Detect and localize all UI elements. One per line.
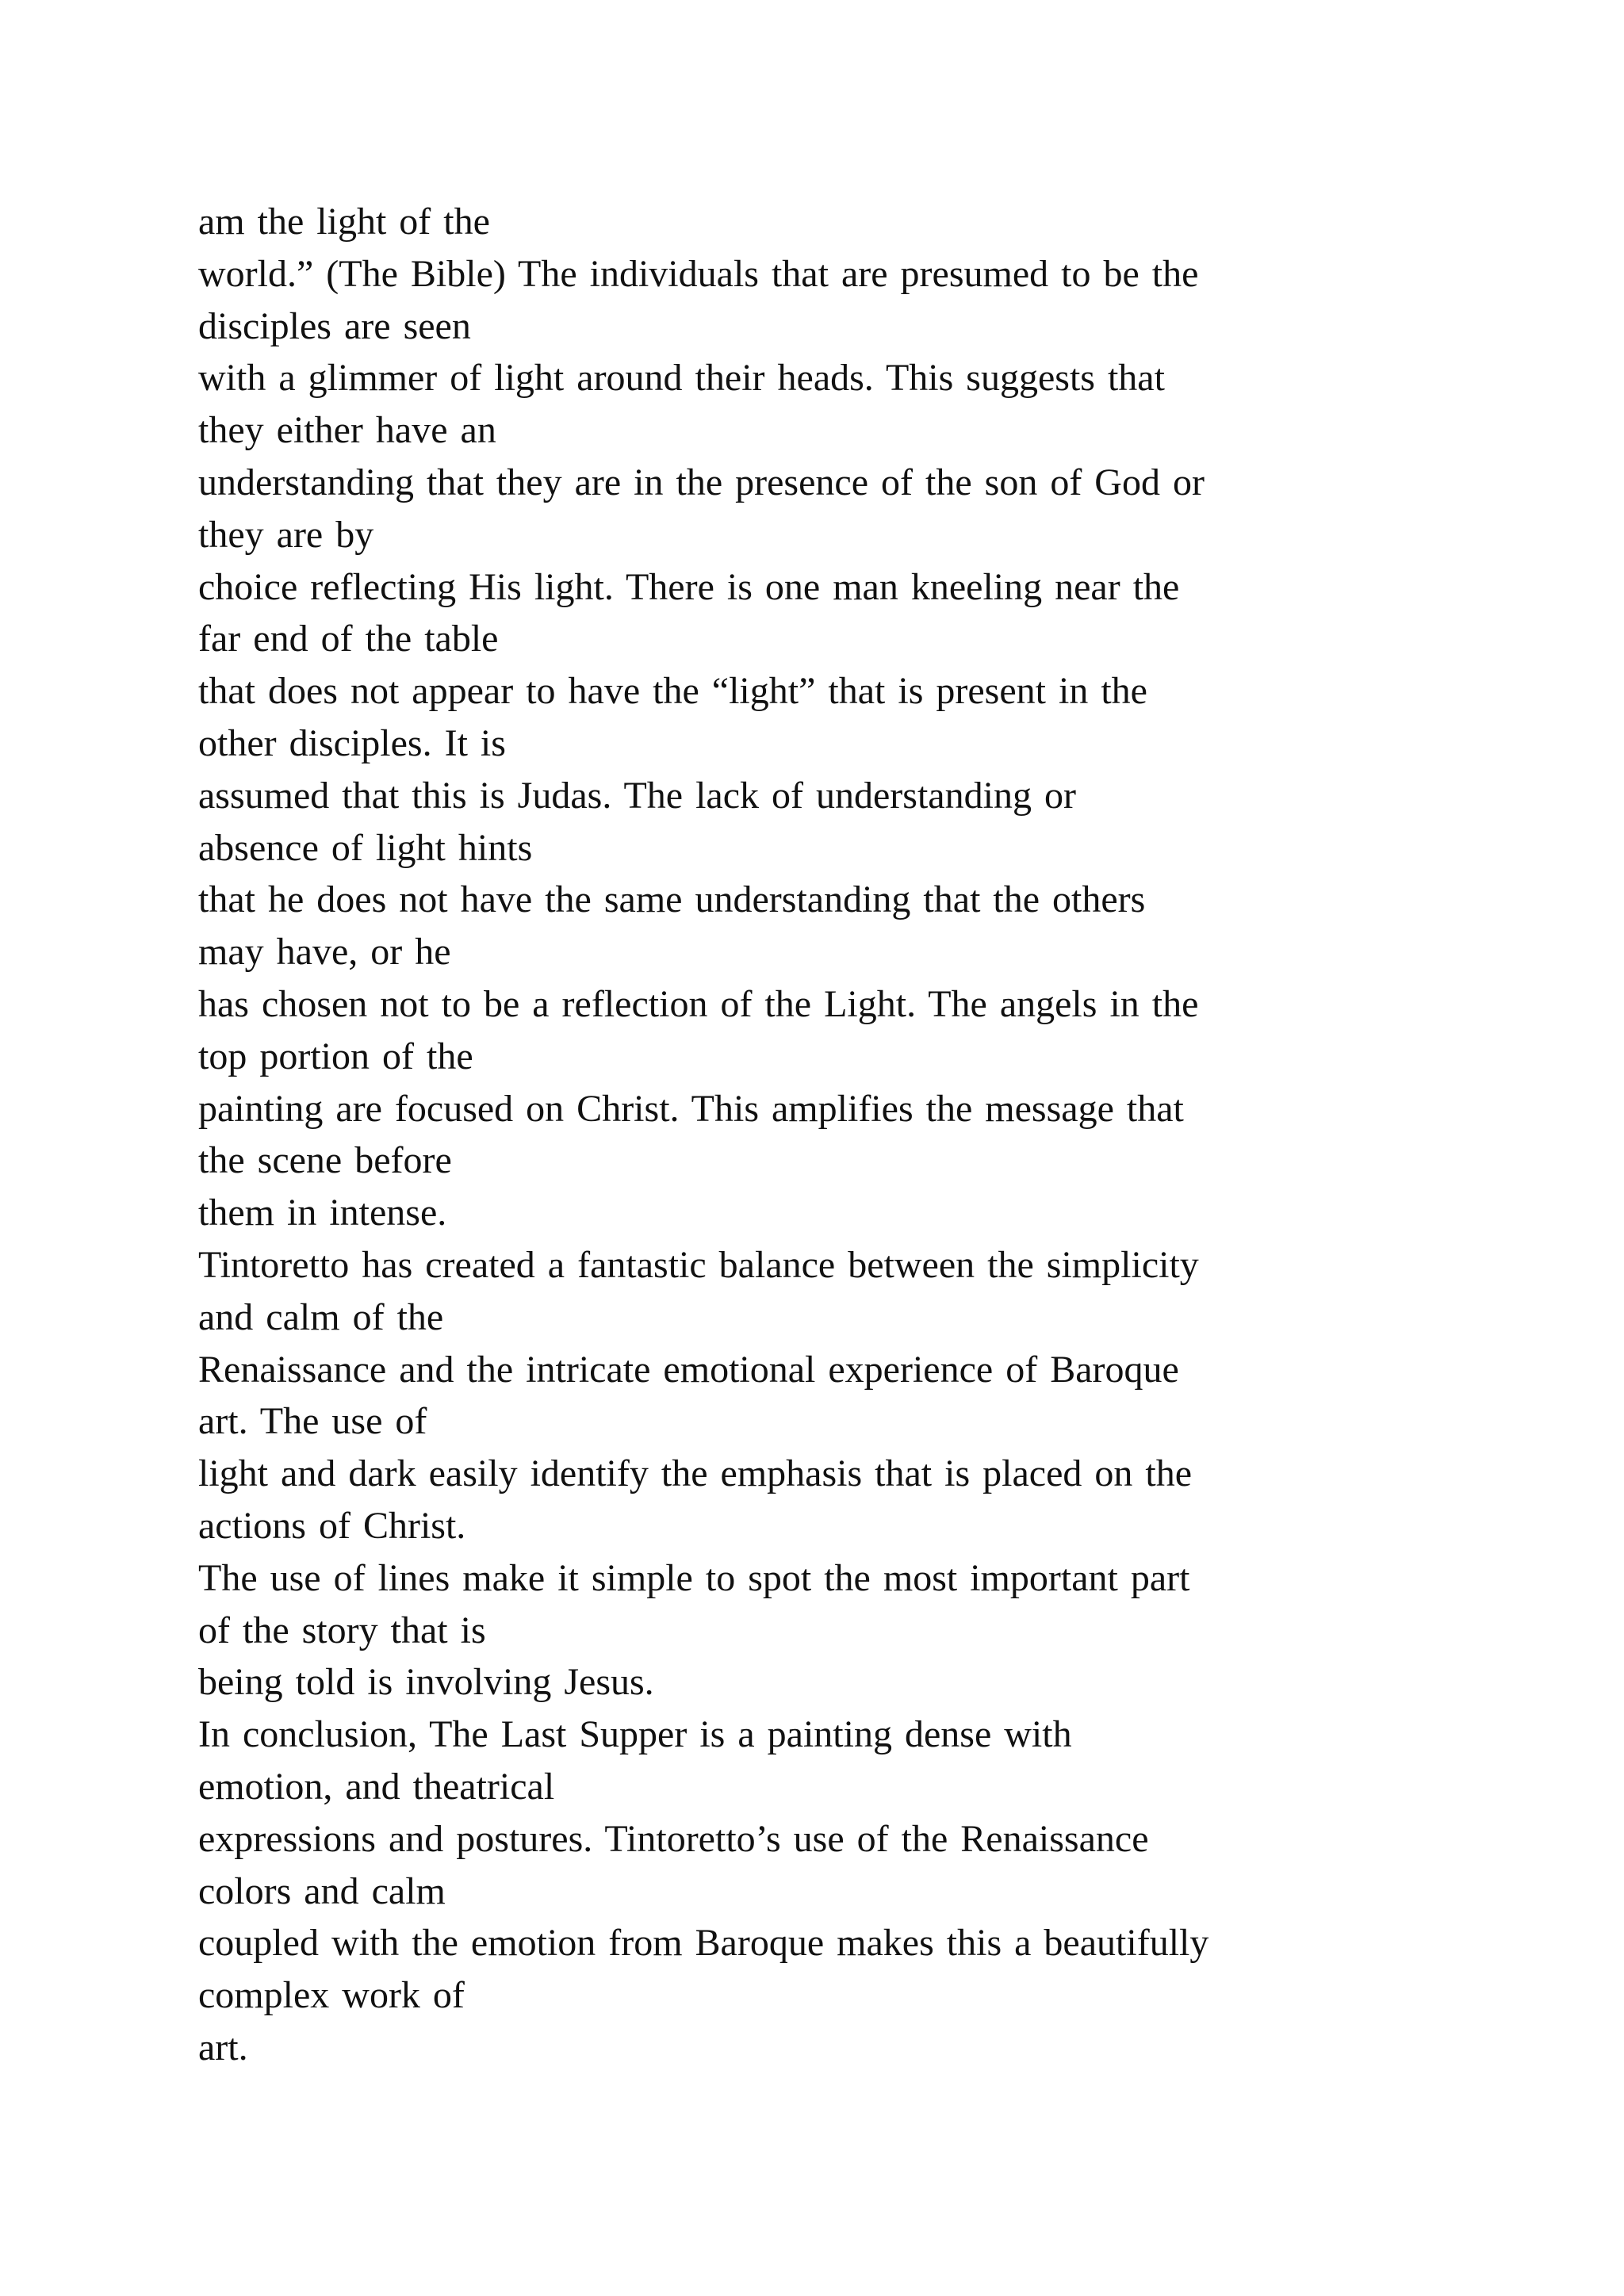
text-line: emotion, and theatrical <box>198 1765 555 1808</box>
text-line: may have, or he <box>198 931 451 974</box>
text-line: being told is involving Jesus. <box>198 1661 654 1704</box>
text-line: Tintoretto has created a fantastic balance between the simplicity <box>198 1243 1199 1286</box>
text-line: top portion of the <box>198 1035 473 1077</box>
text-line: The use of lines make it simple to spot the most important part <box>198 1556 1190 1599</box>
text-line: expressions and postures. Tintoretto’s use of the Renaissance <box>198 1817 1149 1860</box>
text-line: art. The use of <box>198 1400 427 1443</box>
text-line: absence of light hints <box>198 826 533 869</box>
text-line: In conclusion, The Last Supper is a painting dense with <box>198 1713 1072 1756</box>
text-line: they are by <box>198 513 374 556</box>
text-line: light and dark easily identify the emphasis that is placed on the <box>198 1452 1193 1495</box>
text-line: of the story that is <box>198 1609 486 1651</box>
text-line: am the light of the <box>198 201 490 243</box>
text-line: complex work of <box>198 1974 465 2017</box>
text-line: the scene before <box>198 1139 452 1182</box>
text-line: Renaissance and the intricate emotional experience of Baroque <box>198 1348 1179 1391</box>
text-line: and calm of the <box>198 1295 444 1338</box>
text-line: that does not appear to have the “light” that is present in the <box>198 670 1147 713</box>
text-line: coupled with the emotion from Baroque makes this a beautifully <box>198 1922 1209 1965</box>
text-line: actions of Christ. <box>198 1504 466 1547</box>
text-line: has chosen not to be a reflection of the Light. The angels in the <box>198 982 1199 1025</box>
text-line: colors and calm <box>198 1869 446 1912</box>
text-line: them in intense. <box>198 1192 447 1234</box>
text-line: with a glimmer of light around their heads. This suggests that <box>198 357 1165 400</box>
text-line: that he does not have the same understanding that the others <box>198 878 1146 921</box>
text-line: other disciples. It is <box>198 721 506 764</box>
text-line: understanding that they are in the presence of the son of God or <box>198 461 1205 503</box>
text-line: world.” (The Bible) The individuals that are presumed to be the <box>198 252 1199 295</box>
text-line: far end of the table <box>198 618 499 660</box>
body-text <box>198 196 1499 2074</box>
text-line: disciples are seen <box>198 304 471 347</box>
text-line: they either have an <box>198 409 496 452</box>
text-line: assumed that this is Judas. The lack of understanding or <box>198 774 1076 817</box>
text-line: painting are focused on Christ. This amplifies the message that <box>198 1087 1184 1130</box>
text-line: choice reflecting His light. There is one man kneeling near the <box>198 565 1180 608</box>
text-line: art. <box>198 2026 248 2068</box>
